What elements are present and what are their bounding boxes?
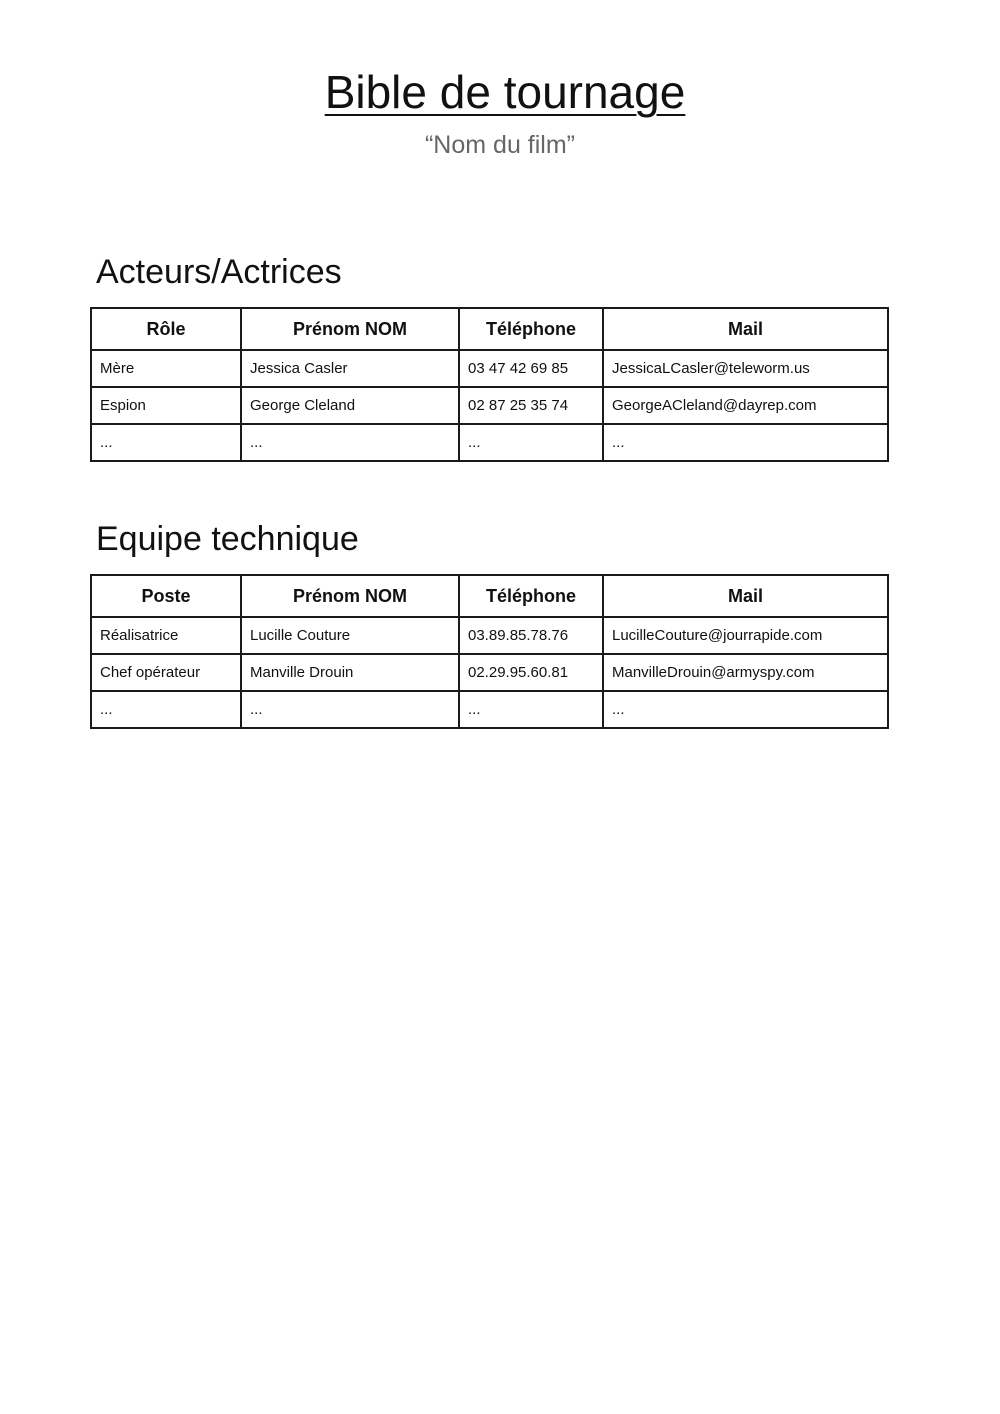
cell-position: Réalisatrice <box>91 617 241 654</box>
cell-mail: ... <box>603 424 888 461</box>
cell-phone: 02 87 25 35 74 <box>459 387 603 424</box>
column-header-phone: Téléphone <box>459 308 603 350</box>
cell-mail: ... <box>603 691 888 728</box>
document-title: Bible de tournage <box>324 66 686 118</box>
cell-mail: GeorgeACleland@dayrep.com <box>603 387 888 424</box>
cell-name: Lucille Couture <box>241 617 459 654</box>
column-header-phone: Téléphone <box>459 575 603 617</box>
crew-section-heading: Equipe technique <box>96 520 359 558</box>
table-row <box>91 424 888 461</box>
cell-phone: 03 47 42 69 85 <box>459 350 603 387</box>
cell-phone: ... <box>459 424 603 461</box>
document-subtitle: “Nom du film” <box>424 131 575 159</box>
cell-phone: 03.89.85.78.76 <box>459 617 603 654</box>
column-header-name: Prénom NOM <box>241 575 459 617</box>
table-row <box>91 350 888 387</box>
column-header-role: Rôle <box>91 308 241 350</box>
table-header-row <box>91 575 888 617</box>
crew-table <box>90 574 889 729</box>
table-row <box>91 691 888 728</box>
column-header-name: Prénom NOM <box>241 308 459 350</box>
cell-name: Manville Drouin <box>241 654 459 691</box>
actors-table <box>90 307 889 462</box>
cell-role: ... <box>91 424 241 461</box>
cell-name: ... <box>241 424 459 461</box>
column-header-mail: Mail <box>603 575 888 617</box>
cell-role: Espion <box>91 387 241 424</box>
cell-position: ... <box>91 691 241 728</box>
column-header-position: Poste <box>91 575 241 617</box>
cell-mail: JessicaLCasler@teleworm.us <box>603 350 888 387</box>
cell-position: Chef opérateur <box>91 654 241 691</box>
cell-phone: ... <box>459 691 603 728</box>
cell-name: George Cleland <box>241 387 459 424</box>
table-header-row <box>91 308 888 350</box>
actors-section-heading: Acteurs/Actrices <box>96 253 342 291</box>
cell-role: Mère <box>91 350 241 387</box>
cell-mail: LucilleCouture@jourrapide.com <box>603 617 888 654</box>
cell-mail: ManvilleDrouin@armyspy.com <box>603 654 888 691</box>
table-row <box>91 654 888 691</box>
table-row <box>91 617 888 654</box>
column-header-mail: Mail <box>603 308 888 350</box>
table-row <box>91 387 888 424</box>
cell-phone: 02.29.95.60.81 <box>459 654 603 691</box>
cell-name: Jessica Casler <box>241 350 459 387</box>
cell-name: ... <box>241 691 459 728</box>
